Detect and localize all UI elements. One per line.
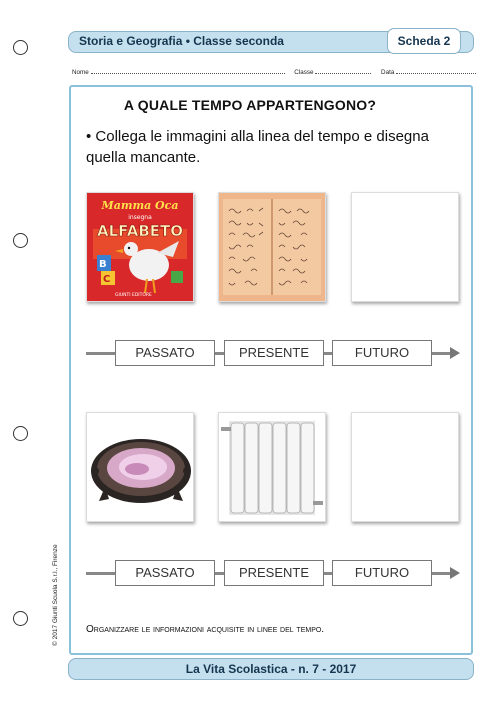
footer-bar: La Vita Scolastica - n. 7 - 2017 [68,658,474,680]
binder-hole [13,233,28,248]
data-label: Data [381,69,395,76]
svg-text:C: C [103,274,111,285]
binder-hole [13,40,28,55]
radiator-image [218,412,326,522]
timeline [86,560,460,586]
empty-drawing-box[interactable] [351,412,459,522]
binder-hole [13,426,28,441]
student-fields [72,67,472,76]
timeline-label-futuro: FUTURO [332,560,432,586]
nome-label: Nome [72,69,89,76]
learning-objective: Organizzare le informazioni acquisite in linee del tempo. [86,624,325,635]
brazier-image [86,412,194,522]
timeline-arrow-icon [450,347,460,359]
timeline-label-passato: PASSATO [115,560,215,586]
nome-field[interactable] [91,67,285,74]
binder-hole [13,611,28,626]
timeline-label-futuro: FUTURO [332,340,432,366]
book-title-line2: insegna [128,214,152,221]
book-title-line3: ALFABETO [97,222,183,240]
book-cover-image [86,192,194,302]
timeline-label-presente: PRESENTE [224,560,324,586]
book-title-line1: Mamma Oca [101,199,179,212]
scheda-label: Scheda 2 [387,28,461,54]
timeline-label-passato: PASSATO [115,340,215,366]
svg-text:B: B [99,259,107,270]
exercise-title: A QUALE TEMPO APPARTENGONO? [123,97,377,113]
header-bar [68,31,474,53]
empty-drawing-box[interactable] [351,192,459,302]
timeline-arrow-icon [450,567,460,579]
copyright-text: © 2017 Giunti Scuola S.r.l., Firenze [52,544,59,646]
data-field[interactable] [396,67,476,74]
timeline-label-presente: PRESENTE [224,340,324,366]
old-alphabet-book-image [218,192,326,302]
header-title: Storia e Geografia • Classe seconda [79,34,284,48]
timeline [86,340,460,366]
classe-label: Classe [294,69,314,76]
exercise-instruction: • Collega le immagini alla linea del tempo e disegna quella mancante. [86,128,429,166]
book-publisher: GIUNTI EDITORE [115,293,152,298]
classe-field[interactable] [315,67,371,74]
